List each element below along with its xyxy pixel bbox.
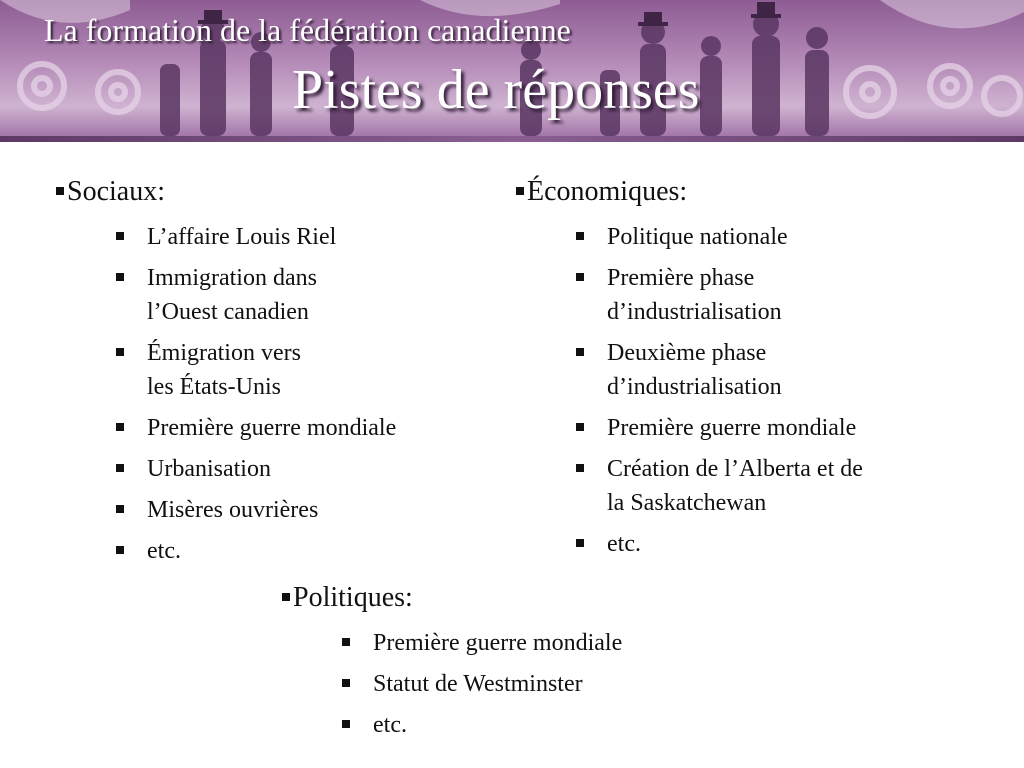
bullet-list	[116, 220, 476, 568]
bullet-square-icon	[56, 187, 64, 195]
section-economiques	[516, 176, 956, 568]
bullet-square-icon	[116, 348, 124, 356]
section-title: Économiques:	[516, 176, 956, 208]
bullet-list	[342, 626, 742, 742]
list-item: Deuxième phase d’industrialisation	[576, 336, 956, 404]
bullet-square-icon	[576, 539, 584, 547]
bullet-square-icon	[576, 464, 584, 472]
bullet-square-icon	[516, 187, 524, 195]
bullet-square-icon	[116, 232, 124, 240]
bullet-square-icon	[342, 638, 350, 646]
banner-bottom-edge	[0, 136, 1024, 142]
list-item: etc.	[576, 527, 956, 561]
list-item: Urbanisation	[116, 452, 476, 486]
list-item: Statut de Westminster	[342, 667, 742, 701]
list-item: Première guerre mondiale	[342, 626, 742, 660]
bullet-square-icon	[576, 273, 584, 281]
bullet-square-icon	[576, 423, 584, 431]
section-title: Politiques:	[282, 582, 742, 614]
bullet-square-icon	[576, 348, 584, 356]
list-item: Misères ouvrières	[116, 493, 476, 527]
list-item: Première guerre mondiale	[576, 411, 956, 445]
section-sociaux	[56, 176, 476, 575]
list-item: Immigration dans l’Ouest canadien	[116, 261, 476, 329]
list-item: Création de l’Alberta et de la Saskatchewan	[576, 452, 956, 520]
bullet-square-icon	[116, 464, 124, 472]
bullet-square-icon	[576, 232, 584, 240]
list-item: etc.	[116, 534, 476, 568]
bullet-square-icon	[116, 505, 124, 513]
bullet-square-icon	[116, 273, 124, 281]
list-item: Émigration vers les États-Unis	[116, 336, 476, 404]
bullet-square-icon	[116, 423, 124, 431]
list-item: Première phase d’industrialisation	[576, 261, 956, 329]
slide-title: Pistes de réponses	[292, 59, 700, 121]
bullet-square-icon	[342, 679, 350, 687]
list-item: etc.	[342, 708, 742, 742]
bullet-square-icon	[282, 593, 290, 601]
section-title: Sociaux:	[56, 176, 476, 208]
bullet-square-icon	[342, 720, 350, 728]
slide-supertitle: La formation de la fédération canadienne	[44, 12, 571, 48]
list-item: Première guerre mondiale	[116, 411, 476, 445]
section-politiques	[282, 582, 742, 749]
list-item: L’affaire Louis Riel	[116, 220, 476, 254]
bullet-list	[576, 220, 956, 561]
bullet-square-icon	[116, 546, 124, 554]
list-item: Politique nationale	[576, 220, 956, 254]
